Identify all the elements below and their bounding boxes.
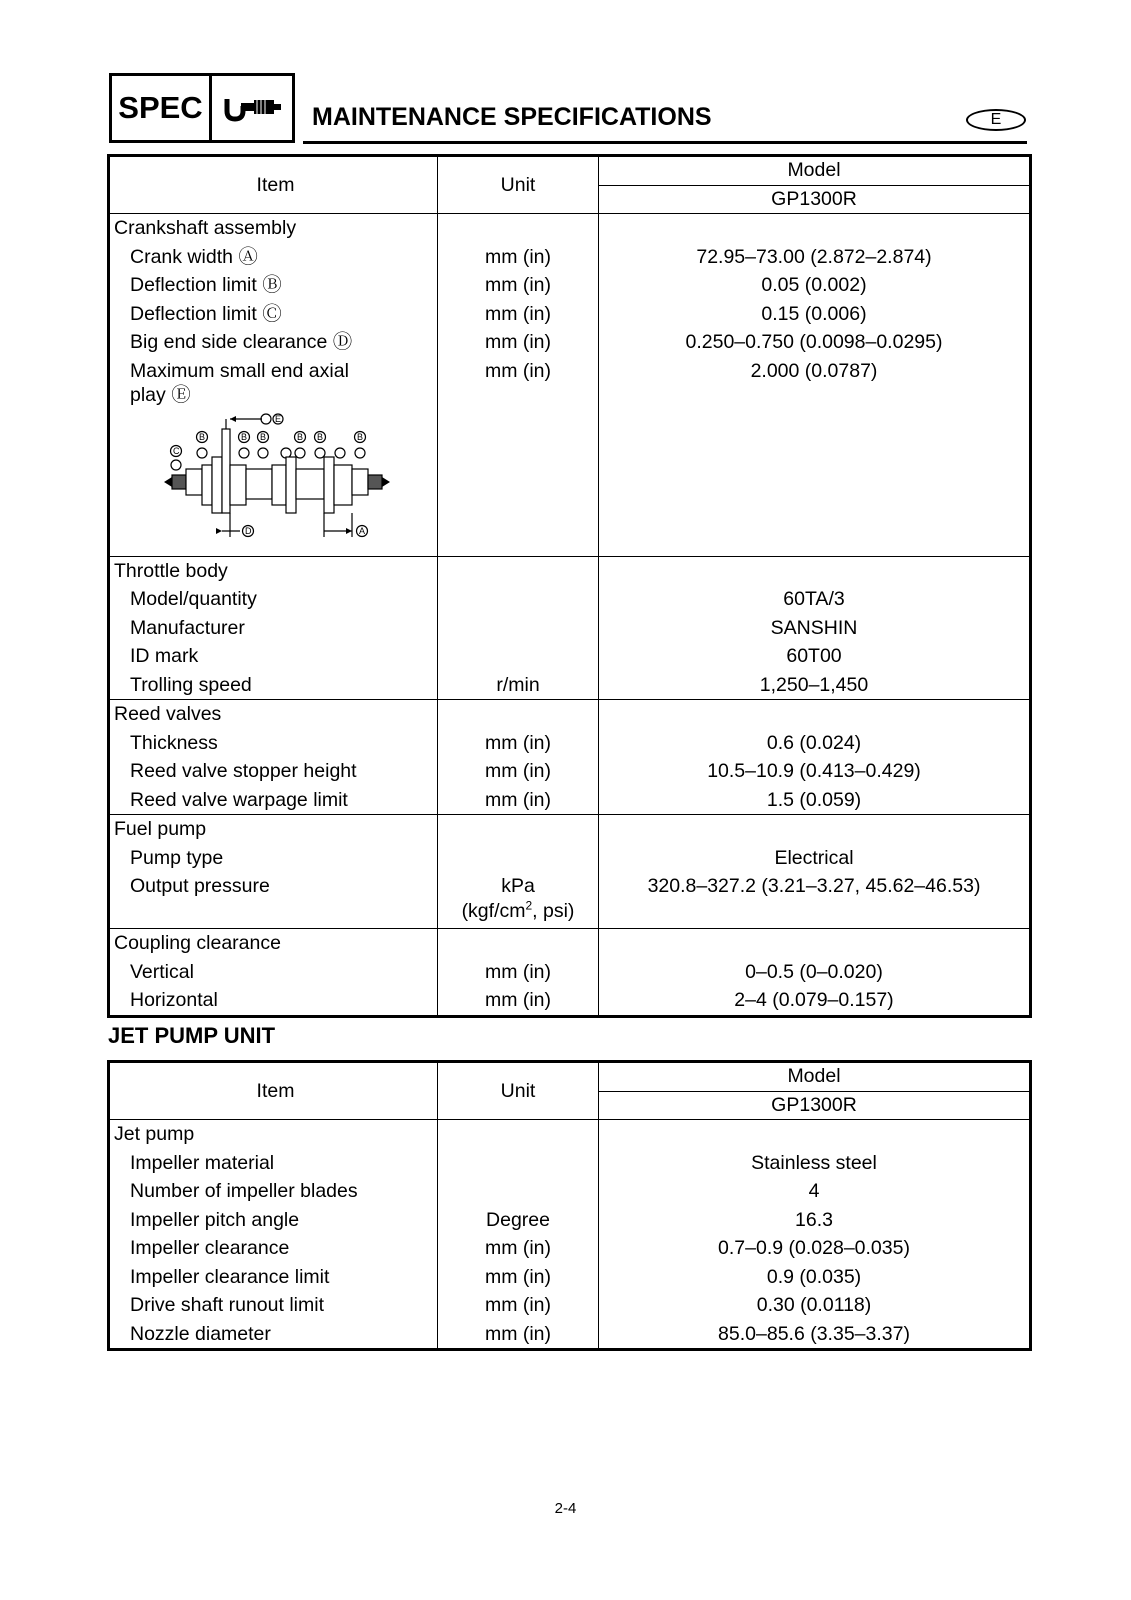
column-header-unit: Unit <box>438 156 599 214</box>
diagram-label-b: B <box>317 431 324 442</box>
crankshaft-diagram <box>152 413 392 543</box>
table-row <box>109 1149 1031 1178</box>
unit-cell: Degree <box>438 1206 599 1235</box>
value-cell: Stainless steel <box>599 1149 1031 1178</box>
unit-cell: mm (in) <box>438 1320 599 1350</box>
table-row <box>109 1263 1031 1292</box>
table-row <box>109 786 1031 815</box>
item-label: Model/quantity <box>130 588 257 610</box>
column-header-item: Item <box>109 1062 438 1120</box>
table-row <box>109 929 1031 958</box>
unit-cell: mm (in) <box>438 243 599 272</box>
item-label: Vertical <box>130 960 194 983</box>
page-number: 2-4 <box>554 1500 577 1517</box>
item-label: Crank width Ⓐ <box>130 245 258 268</box>
diagram-label-e: E <box>275 413 282 424</box>
table-row <box>109 844 1031 873</box>
item-label: Trolling speed <box>130 673 252 696</box>
unit-cell <box>438 642 599 671</box>
micrometer-icon <box>221 93 283 123</box>
table-row <box>109 700 1031 729</box>
table-row <box>109 1234 1031 1263</box>
table-row <box>109 214 1031 243</box>
value-cell: 320.8–327.2 (3.21–3.27, 45.62–46.53) <box>599 872 1031 929</box>
column-header-model: Model <box>599 1062 1031 1092</box>
table-row <box>109 328 1031 357</box>
unit-cell <box>438 614 599 643</box>
unit-cell <box>438 585 599 614</box>
table-row <box>109 757 1031 786</box>
item-label: Deflection limit Ⓑ <box>130 274 282 296</box>
unit-cell: mm (in) <box>438 271 599 300</box>
item-label: Impeller clearance limit <box>130 1265 330 1288</box>
title-divider <box>303 141 1027 144</box>
item-label: Drive shaft runout limit <box>130 1294 324 1316</box>
table-row <box>109 986 1031 1016</box>
language-badge: E <box>966 109 1026 131</box>
value-cell: 1,250–1,450 <box>599 671 1031 700</box>
value-cell: 85.0–85.6 (3.35–3.37) <box>599 1320 1031 1350</box>
section-heading: JET PUMP UNIT <box>108 1023 276 1048</box>
table-row <box>109 585 1031 614</box>
group-title: Reed valves <box>109 700 438 729</box>
item-label: Number of impeller blades <box>130 1180 358 1202</box>
item-label: Nozzle diameter <box>130 1322 271 1345</box>
table-row <box>109 1120 1031 1149</box>
unit-cell <box>438 1149 599 1178</box>
spec-badge <box>109 73 295 143</box>
unit-cell: r/min <box>438 671 599 700</box>
table-row <box>109 1291 1031 1320</box>
group-title: Throttle body <box>109 556 438 585</box>
item-label: Reed valve warpage limit <box>130 788 348 811</box>
item-label: Impeller pitch angle <box>130 1208 300 1231</box>
unit-cell: kPa <box>501 875 535 897</box>
table-row <box>109 642 1031 671</box>
table-row <box>109 271 1031 300</box>
value-cell: 0.30 (0.0118) <box>599 1291 1031 1320</box>
unit-cell: mm (in) <box>438 328 599 357</box>
table-row <box>109 1177 1031 1206</box>
item-label: Manufacturer <box>130 616 245 639</box>
group-title: Coupling clearance <box>109 929 438 958</box>
item-label: Horizontal <box>130 989 218 1011</box>
table-row <box>109 729 1031 758</box>
diagram-label-b: B <box>241 431 248 442</box>
table-row <box>109 1320 1031 1350</box>
group-title: Jet pump <box>109 1120 438 1149</box>
item-label-cont: play Ⓔ <box>130 383 191 406</box>
unit-cell: mm (in) <box>438 786 599 815</box>
jet-pump-spec-table <box>107 1060 1032 1351</box>
value-cell: 2–4 (0.079–0.157) <box>599 986 1031 1016</box>
value-cell: 60TA/3 <box>599 585 1031 614</box>
unit-cell: mm (in) <box>438 729 599 758</box>
value-cell: 0.250–0.750 (0.0098–0.0295) <box>599 328 1031 357</box>
unit-cell: mm (in) <box>438 986 599 1016</box>
value-cell: 0.6 (0.024) <box>599 729 1031 758</box>
table-row <box>109 671 1031 700</box>
value-cell: 4 <box>599 1177 1031 1206</box>
value-cell: 0.15 (0.006) <box>599 300 1031 329</box>
column-header-item: Item <box>109 156 438 214</box>
diagram-label-b: B <box>260 431 267 442</box>
value-cell: 10.5–10.9 (0.413–0.429) <box>599 757 1031 786</box>
diagram-label-b: B <box>199 431 206 442</box>
value-cell: 72.95–73.00 (2.872–2.874) <box>599 243 1031 272</box>
value-cell: 0.9 (0.035) <box>599 1263 1031 1292</box>
value-cell: 0.05 (0.002) <box>599 271 1031 300</box>
value-cell: SANSHIN <box>599 614 1031 643</box>
column-header-unit: Unit <box>438 1062 599 1120</box>
diagram-label-b: B <box>297 431 304 442</box>
unit-cell: mm (in) <box>438 357 599 557</box>
item-label: ID mark <box>130 645 199 667</box>
diagram-label-b: B <box>357 431 364 442</box>
table-row <box>109 357 1031 557</box>
value-cell: 0.7–0.9 (0.028–0.035) <box>599 1234 1031 1263</box>
model-name: GP1300R <box>599 1091 1031 1119</box>
item-label: Deflection limit Ⓒ <box>130 302 282 325</box>
diagram-label-d: D <box>245 525 252 536</box>
unit-cell: mm (in) <box>438 958 599 987</box>
table-row <box>109 614 1031 643</box>
item-label: Pump type <box>130 846 224 869</box>
unit-cell <box>438 1177 599 1206</box>
value-cell: 0–0.5 (0–0.020) <box>599 958 1031 987</box>
spec-label: SPEC <box>112 76 212 140</box>
value-cell: 2.000 (0.0787) <box>599 357 1031 557</box>
item-label: Big end side clearance Ⓓ <box>130 331 353 353</box>
table-row <box>109 300 1031 329</box>
table-row <box>109 243 1031 272</box>
item-label: Impeller material <box>130 1151 275 1174</box>
value-cell: 16.3 <box>599 1206 1031 1235</box>
diagram-label-c: C <box>173 445 180 456</box>
unit-cell: mm (in) <box>438 1263 599 1292</box>
diagram-label-a: A <box>359 525 366 536</box>
table-row <box>109 815 1031 844</box>
item-label: Output pressure <box>130 875 270 897</box>
item-label: Maximum small end axial <box>130 359 349 382</box>
table-row <box>109 958 1031 987</box>
maintenance-spec-table <box>107 154 1032 1018</box>
unit-cell: mm (in) <box>438 1234 599 1263</box>
item-label: Reed valve stopper height <box>130 760 357 782</box>
table-row <box>109 1206 1031 1235</box>
table-row <box>109 872 1031 929</box>
group-title: Fuel pump <box>109 815 438 844</box>
item-label: Thickness <box>130 731 218 754</box>
group-title: Crankshaft assembly <box>109 214 438 243</box>
column-header-model: Model <box>599 156 1031 186</box>
value-cell: 60T00 <box>599 642 1031 671</box>
item-label: Impeller clearance <box>130 1237 290 1259</box>
unit-cell: mm (in) <box>438 300 599 329</box>
model-name: GP1300R <box>599 185 1031 213</box>
unit-cell: mm (in) <box>438 757 599 786</box>
table-row <box>109 556 1031 585</box>
unit-cell: mm (in) <box>438 1291 599 1320</box>
unit-cell-cont: ($kgf/cm^2$, psi) <box>461 898 575 922</box>
value-cell: Electrical <box>599 844 1031 873</box>
value-cell: 1.5 (0.059) <box>599 786 1031 815</box>
page-title: MAINTENANCE SPECIFICATIONS <box>312 103 712 131</box>
